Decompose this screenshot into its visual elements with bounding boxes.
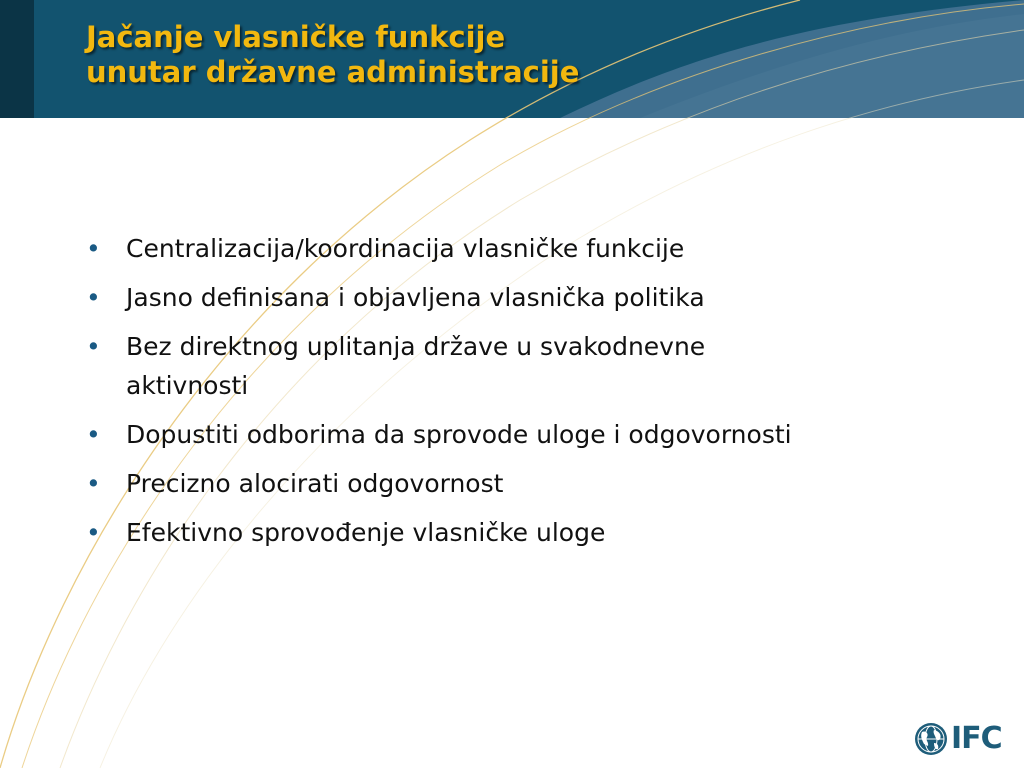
ifc-logo <box>914 718 1008 760</box>
bullet-item <box>86 464 966 503</box>
bullet-item <box>86 327 966 405</box>
bullet-text: Precizno alocirati odgovornost <box>126 469 504 498</box>
bullet-text: Centralizacija/koordinacija vlasničke funkcije <box>126 234 685 263</box>
slide-title-line-2: unutar državne administracije <box>86 55 580 89</box>
bullet-item <box>86 278 966 317</box>
bullet-item <box>86 229 966 268</box>
ifc-wordmark: IFC <box>951 721 1002 756</box>
bullet-list <box>86 229 966 562</box>
bullet-dot-icon: • <box>86 332 101 361</box>
bullet-text: Dopustiti odborima da sprovode uloge i odgovornosti <box>126 420 792 449</box>
bullet-dot-icon: • <box>86 234 101 263</box>
bullet-text: Efektivno sprovođenje vlasničke uloge <box>126 518 606 547</box>
bullet-text: Bez direktnog uplitanja države u svakodnevne aktivnosti <box>126 332 706 400</box>
slide-title <box>86 20 579 90</box>
slide-title-line-1: Jačanje vlasničke funkcije <box>86 20 506 54</box>
bullet-dot-icon: • <box>86 420 101 449</box>
bullet-item <box>86 415 966 454</box>
globe-icon <box>914 722 948 756</box>
bullet-dot-icon: • <box>86 518 101 547</box>
bullet-item <box>86 513 966 552</box>
bullet-dot-icon: • <box>86 469 101 498</box>
bullet-text: Jasno definisana i objavljena vlasnička politika <box>126 283 705 312</box>
bullet-dot-icon: • <box>86 283 101 312</box>
